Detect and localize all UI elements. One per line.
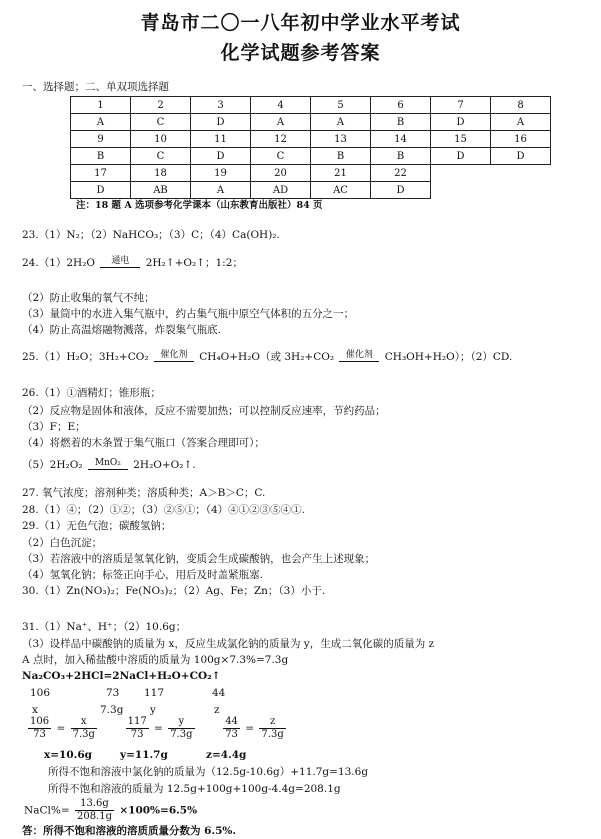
reaction-condition: [100, 256, 140, 270]
reaction-condition: [339, 350, 379, 364]
condition-text: 催化剂: [160, 350, 188, 360]
q31-step1: 所得不饱和溶液中氯化钠的质量为（12.5g-10.6g）+11.7g=13.6g: [48, 766, 369, 778]
table-cell: 14: [371, 131, 431, 148]
q24-equation-left: 24.（1）2H₂O: [22, 257, 96, 269]
table-cell: 9: [71, 131, 131, 148]
q29-line2: （2）白色沉淀；: [22, 537, 103, 549]
reaction-condition: [154, 350, 194, 364]
q25-answer: [22, 350, 512, 364]
table-row: [71, 114, 551, 131]
table-cell: 11: [191, 131, 251, 148]
q23-answer: 23.（1）N₂；（2）NaHCO₃；（3）C；（4）Ca(OH)₂.: [22, 229, 280, 241]
fraction: $\frac{z}{7.3g}$: [261, 716, 284, 740]
table-cell: 22: [371, 165, 431, 182]
table-cell: 12: [251, 131, 311, 148]
table-cell: A: [251, 114, 311, 131]
result-y: y=11.7g: [120, 749, 168, 761]
q24-line1: [22, 256, 243, 270]
table-cell: D: [191, 114, 251, 131]
table-cell: 17: [71, 165, 131, 182]
q24-line3: （3）量筒中的水进入集气瓶中，约占集气瓶中原空气体积的五分之一；: [22, 308, 355, 320]
molar-mass-44: 44: [212, 687, 226, 699]
table-cell: A: [71, 114, 131, 131]
table-cell: 18: [131, 165, 191, 182]
condition-text: 通电: [111, 256, 130, 266]
q26-line5: [22, 458, 196, 472]
q31-step2: 所得不饱和溶液的质量为 12.5g+100g+100g-4.4g=208.1g: [48, 783, 341, 795]
q24-equation-right: 2H₂↑+O₂↑；1:2；: [145, 257, 243, 269]
fraction: $\frac{44}{73}$: [225, 716, 238, 740]
fraction: $\frac{106}{73}$: [30, 716, 50, 740]
answer-table: [70, 96, 551, 199]
mass-x: x: [32, 704, 38, 716]
condition-text: MnO₂: [94, 458, 121, 468]
q31-line3: A 点时，加入稀盐酸中溶质的质量为 100g×7.3%=7.3g: [22, 654, 289, 666]
q26-eq-right: 2H₂O+O₂↑.: [133, 459, 196, 471]
table-cell-empty: [491, 165, 551, 182]
q31-line1: 31.（1）Na⁺、H⁺；（2）10.6g；: [22, 621, 187, 633]
q25-part-b: CH₄O+H₂O（或 3H₂+CO₂: [199, 351, 335, 363]
fraction: $\frac{y}{7.3g}$: [170, 716, 193, 740]
table-cell: 7: [431, 97, 491, 114]
table-cell: 3: [191, 97, 251, 114]
page-title: 青岛市二〇一八年初中学业水平考试: [140, 12, 461, 34]
table-cell-empty: [491, 182, 551, 199]
result-x: x=10.6g: [44, 749, 92, 761]
q26-line4: （4）将燃着的木条置于集气瓶口（答案合理即可）；: [22, 437, 265, 449]
molar-mass-117: 117: [144, 687, 165, 699]
mass-y: y: [150, 704, 156, 716]
reaction-arrow: [339, 361, 379, 364]
table-cell: A: [311, 114, 371, 131]
table-row: [71, 131, 551, 148]
q30-answer: 30.（1）Zn(NO₃)₂；Fe(NO₃)₂；（2）Ag、Fe；Zn；（3）小于.: [22, 585, 326, 597]
q26-line1: 26.（1）①酒精灯；锥形瓶；: [22, 387, 161, 399]
table-cell: D: [191, 148, 251, 165]
table-cell: 4: [251, 97, 311, 114]
q27-answer: 27. 氧气浓度；溶剂种类；溶质种类；A＞B＞C；C.: [22, 487, 266, 499]
q24-line4: （4）防止高温熔融物溅落，炸裂集气瓶底.: [22, 324, 222, 336]
table-cell: 15: [431, 131, 491, 148]
table-cell: 8: [491, 97, 551, 114]
table-cell: 1: [71, 97, 131, 114]
section1-heading: 一、选择题；二、单双项选择题: [22, 81, 169, 93]
q25-part-a: 25.（1）H₂O；3H₂+CO₂: [22, 351, 149, 363]
table-cell: B: [371, 114, 431, 131]
percentage-row: NaCl%= $\frac{13.6g}{208.1g}$ ×100%=6.5%: [24, 798, 198, 822]
table-cell: C: [131, 148, 191, 165]
q26-eq-left: （5）2H₂O₂: [22, 459, 83, 471]
table-cell: D: [431, 148, 491, 165]
table-cell: A: [191, 182, 251, 199]
table-cell: B: [71, 148, 131, 165]
q25-part-c: CH₃OH+H₂O）；（2）CD.: [384, 351, 513, 363]
table-row: [71, 148, 551, 165]
table-cell: B: [371, 148, 431, 165]
table-cell: 6: [371, 97, 431, 114]
q29-line4: （4）氢氧化钠；标签正向手心，用后及时盖紧瓶塞.: [22, 569, 264, 581]
page-subtitle: 化学试题参考答案: [220, 42, 381, 64]
reaction-arrow: [88, 469, 128, 472]
reaction-arrow: [154, 361, 194, 364]
table-cell: A: [491, 114, 551, 131]
fraction: $\frac{x}{7.3g}$: [72, 716, 95, 740]
table-cell: C: [131, 114, 191, 131]
reaction-arrow: [100, 267, 140, 270]
fraction: $\frac{117}{73}$: [127, 716, 147, 740]
result-z: z=4.4g: [206, 749, 247, 761]
table-cell: 19: [191, 165, 251, 182]
condition-text: 催化剂: [345, 350, 373, 360]
q29-line3: （3）若溶液中的溶质是氢氧化钠，变质会生成碳酸钠，也会产生上述现象；: [22, 553, 376, 565]
table-cell: C: [251, 148, 311, 165]
table-cell: 5: [311, 97, 371, 114]
q29-line1: 29.（1）无色气泡；碳酸氢钠；: [22, 520, 172, 532]
table-row: [71, 165, 551, 182]
table-cell-empty: [431, 182, 491, 199]
mass-z: z: [214, 704, 220, 716]
table-cell: B: [311, 148, 371, 165]
fraction: $\frac{13.6g}{208.1g}$: [76, 798, 112, 822]
table-row: [71, 97, 551, 114]
table-cell: 20: [251, 165, 311, 182]
table-cell: AB: [131, 182, 191, 199]
q26-line2: （2）反应物是固体和液体，反应不需要加热；可以控制反应速率，节约药品；: [22, 405, 386, 417]
mass-hcl: 7.3g: [100, 704, 124, 716]
table-cell: D: [431, 114, 491, 131]
q28-answer: 28.（1）④；（2）①②；（3）②⑤①；（4）④①②③⑤④①.: [22, 504, 306, 516]
q24-line2: （2）防止收集的氧气不纯；: [22, 292, 155, 304]
molar-mass-73: 73: [106, 687, 120, 699]
proportion-row: $\frac{106}{73}$ = $\frac{x}{7.3g}$ $\frac{117}{73}$ = $\frac{y}{7.3g}$ $\frac{44}{73}$ = $\frac{z}{7.3g}$: [30, 716, 284, 740]
table-cell: 21: [311, 165, 371, 182]
table-cell: AC: [311, 182, 371, 199]
q26-line3: （3）F；E；: [22, 421, 86, 433]
table-cell-empty: [431, 165, 491, 182]
table-cell: 2: [131, 97, 191, 114]
table-cell: D: [491, 148, 551, 165]
table-cell: D: [71, 182, 131, 199]
q31-final-answer: 答：所得不饱和溶液的溶质质量分数为 6.5%.: [22, 825, 237, 837]
q31-equation: Na₂CO₃+2HCl=2NaCl+H₂O+CO₂↑: [22, 670, 221, 682]
table-cell: AD: [251, 182, 311, 199]
table-cell: D: [371, 182, 431, 199]
molar-mass-106: 106: [30, 687, 51, 699]
reaction-condition: [88, 458, 128, 472]
table-cell: 10: [131, 131, 191, 148]
table-note: 注：18 题 A 选项参考化学课本（山东教育出版社）84 页: [76, 200, 323, 211]
q31-line2: （3）设样品中碳酸钠的质量为 x，反应生成氯化钠的质量为 y，生成二氧化碳的质量为 z: [22, 638, 435, 650]
table-cell: 16: [491, 131, 551, 148]
table-cell: 13: [311, 131, 371, 148]
table-row: [71, 182, 551, 199]
